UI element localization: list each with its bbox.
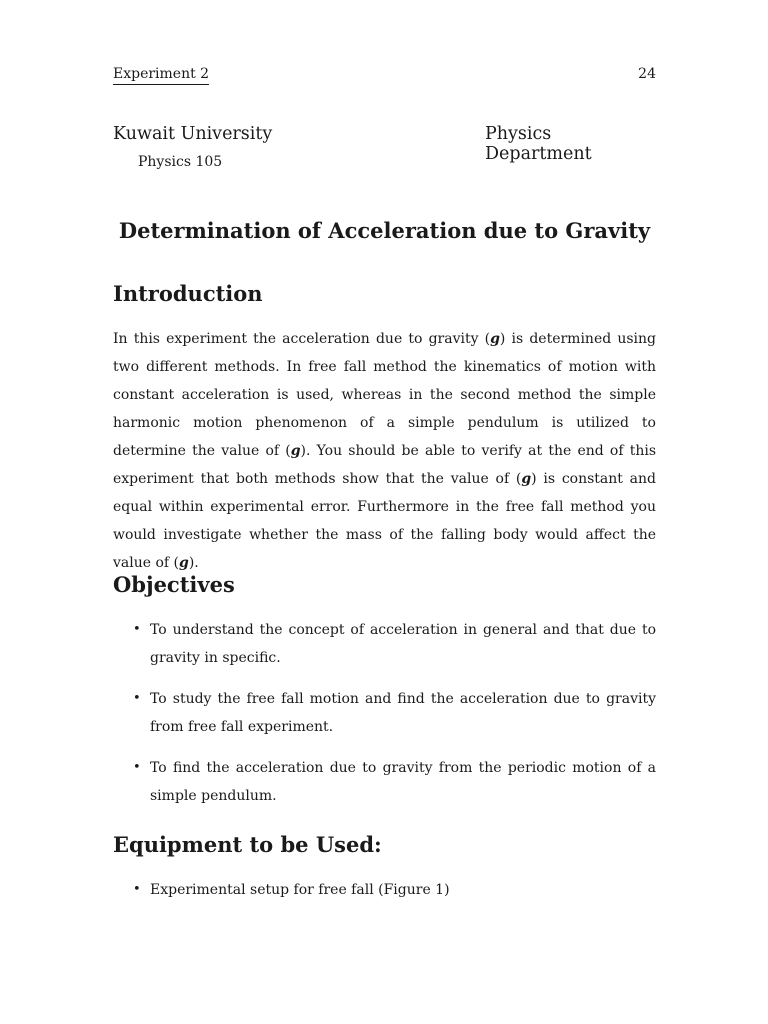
list-item bbox=[113, 616, 656, 672]
bullet-icon: • bbox=[133, 691, 141, 706]
list-item bbox=[113, 685, 656, 741]
running-header bbox=[113, 65, 656, 89]
intro-text-1: In this experiment the acceleration due to gravity ( bbox=[113, 331, 491, 347]
list-item bbox=[113, 754, 656, 810]
course-name: Physics 105 bbox=[138, 154, 223, 170]
objectives-list bbox=[113, 616, 656, 823]
list-item-text: To find the acceleration due to gravity from the periodic motion of a simple pendulum. bbox=[150, 760, 656, 804]
university-name: Kuwait University bbox=[113, 124, 273, 144]
document-page bbox=[113, 0, 656, 1024]
equipment-heading: Equipment to be Used: bbox=[113, 832, 382, 857]
equipment-list bbox=[113, 876, 656, 917]
department-name: Physics Department bbox=[485, 124, 592, 164]
introduction-heading: Introduction bbox=[113, 281, 263, 306]
intro-text-4: ) is constant and equal within experimental error. Furthermore in the free fall method you would investigate whether the mass of the falling body would affect the value of ( bbox=[113, 471, 656, 571]
experiment-label: Experiment 2 bbox=[113, 65, 209, 85]
bullet-icon: • bbox=[133, 882, 141, 897]
symbol-g: g bbox=[179, 555, 189, 571]
bullet-icon: • bbox=[133, 760, 141, 775]
page-number: 24 bbox=[638, 66, 656, 82]
symbol-g: g bbox=[521, 471, 532, 487]
objectives-heading: Objectives bbox=[113, 572, 235, 597]
list-item-text: Experimental setup for free fall (Figure 1) bbox=[150, 882, 450, 898]
list-item-text: To understand the concept of acceleration in general and that due to gravity in specific. bbox=[150, 622, 656, 666]
list-item bbox=[113, 876, 656, 904]
introduction-paragraph bbox=[113, 325, 656, 577]
intro-text-2: ) is determined using two different methods. In free fall method the kinematics of motion with constant acceleration is used, whereas in the second method the simple harmonic motion phenomenon of a simple pendulum is utilized to determine the value of ( bbox=[113, 331, 656, 459]
list-item-text: To study the free fall motion and find the acceleration due to gravity from free fall experiment. bbox=[150, 691, 656, 735]
document-title: Determination of Acceleration due to Gravity bbox=[118, 218, 651, 243]
symbol-g: g bbox=[290, 443, 301, 459]
bullet-icon: • bbox=[133, 622, 141, 637]
symbol-g: g bbox=[490, 331, 500, 347]
intro-text-3: ). You should be able to verify at the end of this experiment that both methods show that the value of ( bbox=[113, 443, 657, 487]
intro-text-5: ). bbox=[188, 555, 199, 571]
